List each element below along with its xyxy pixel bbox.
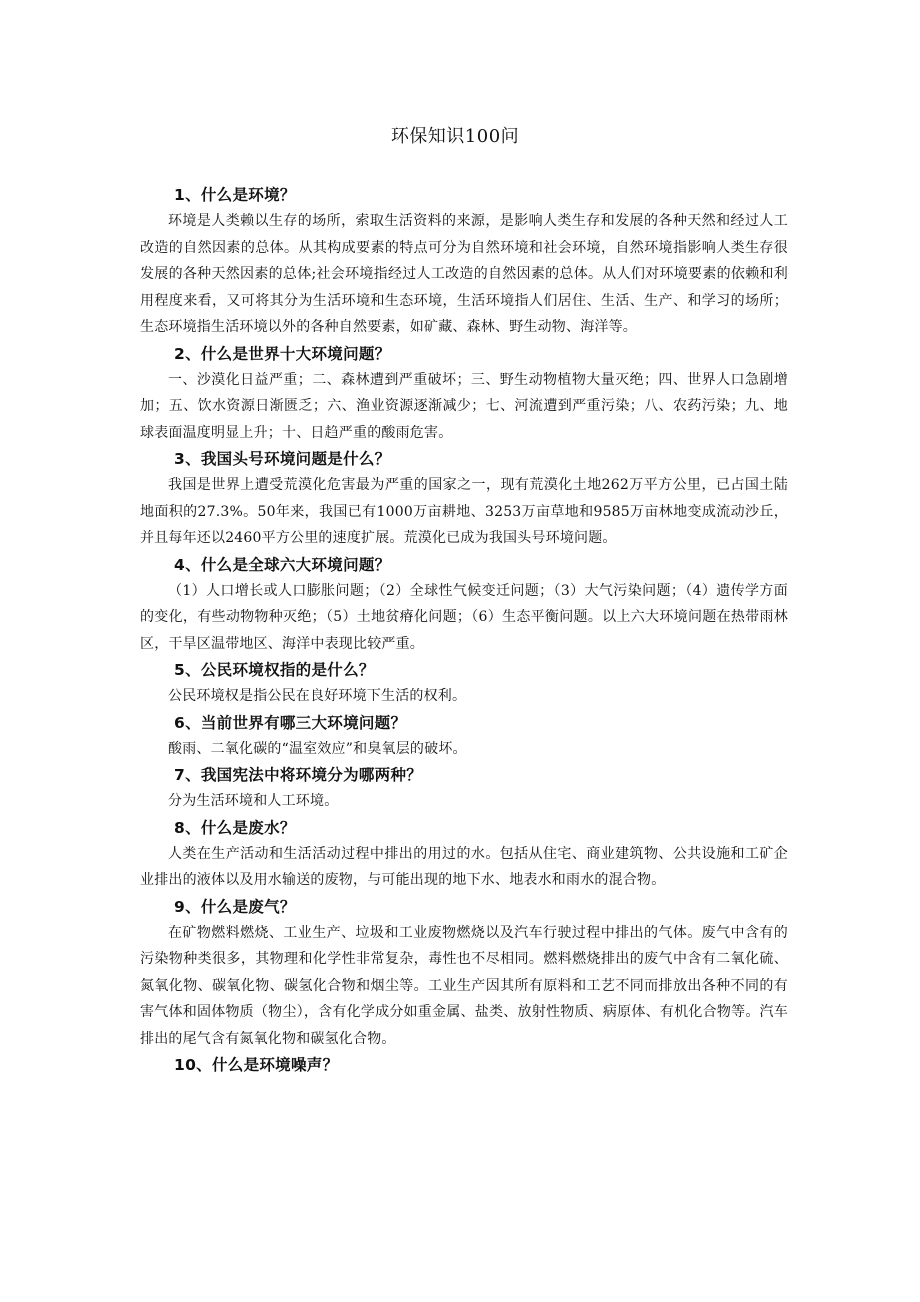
question-6: 6、当前世界有哪三大环境问题？: [174, 713, 407, 732]
question-9: 9、什么是废气？: [174, 897, 296, 916]
document-title: 环保知识100问: [390, 126, 520, 147]
answer-6: 酸雨、二氧化碳的“温室效应”和臭氧层的破坏。: [168, 740, 467, 757]
answer-5: 公民环境权是指公民在良好环境下生活的权利。: [168, 688, 467, 704]
answer-3: 我国是世界上遭受荒漠化危害最为严重的国家之一，现有荒漠化土地262万平方公里，已占国土陆地面积的27.3%。50年来，我国已有1000万亩耕地、3253万亩草地和9585万亩林地变成流动沙丘，并且每年还以2460平方公里的速度扩展。荒漠化已成为我国头号环境问题。: [140, 477, 788, 546]
question-1: 1、什么是环境？: [174, 186, 296, 204]
question-4: 4、什么是全球六大环境问题？: [174, 555, 391, 574]
answer-9: 在矿物燃料燃烧、工业生产、垃圾和工业废物燃烧以及汽车行驶过程中排出的气体。废气中含有的污染物种类很多，其物理和化学性非常复杂，毒性也不尽相同。燃料燃烧排出的废气中含有二氧化硫、氮氧化物、碳氧化物、碳氢化合物和烟尘等。工业生产因其所有原料和工艺不同而排放出各种不同的有害气体和固体物质（物尘），含有化学成分如重金属、盐类、放射性物质、病原体、有机化合物等。汽车排出的尾气含有氮氧化物和碳氢化合物。: [140, 924, 788, 1047]
question-2: 2、什么是世界十大环境问题？: [174, 344, 391, 363]
answer-1: 环境是人类赖以生存的场所，索取生活资料的来源，是影响人类生存和发展的各种天然和经过人工改造的自然因素的总体。从其构成要素的特点可分为自然环境和社会环境，自然环境指影响人类生存很发展的各种天然因素的总体;社会环境指经过人工改造的自然因素的总体。从人们对环境要素的依赖和利用程度来看，又可将其分为生活环境和生态环境，生活环境指人们居住、生活、生产、和学习的场所；生态环境指生活环境以外的各种自然要素，如矿藏、森林、野生动物、海洋等。: [140, 213, 788, 335]
answer-4: （1）人口增长或人口膨胀问题；（2）全球性气候变迁问题；（3）大气污染问题；（4）遗传学方面的变化，有些动物物种灭绝；（5）土地贫瘠化问题；（6）生态平衡问题。以上六大环境问题在热带雨林区，干旱区温带地区、海洋中表现比较严重。: [140, 582, 788, 652]
answer-7: 分为生活环境和人工环境。: [168, 793, 339, 809]
answer-2: 一、沙漠化日益严重；二、森林遭到严重破坏；三、野生动物植物大量灭绝；四、世界人口急剧增加；五、饮水资源日渐匮乏；六、渔业资源逐渐减少；七、河流遭到严重污染；八、农药污染；九、地球表面温度明显上升；十、日趋严重的酸雨危害。: [140, 371, 788, 441]
question-8: 8、什么是废水？: [174, 818, 296, 837]
answer-8: 人类在生产活动和生活活动过程中排出的用过的水。包括从住宅、商业建筑物、公共设施和工矿企业排出的液体以及用水输送的废物，与可能出现的地下水、地表水和雨水的混合物。: [140, 845, 788, 888]
question-7: 7、我国宪法中将环境分为哪两种？: [174, 766, 423, 784]
question-10: 10、什么是环境噪声？: [174, 1056, 339, 1074]
document-body: [140, 182, 788, 1078]
question-3: 3、我国头号环境问题是什么？: [174, 450, 391, 468]
question-5: 5、公民环境权指的是什么？: [174, 661, 375, 679]
